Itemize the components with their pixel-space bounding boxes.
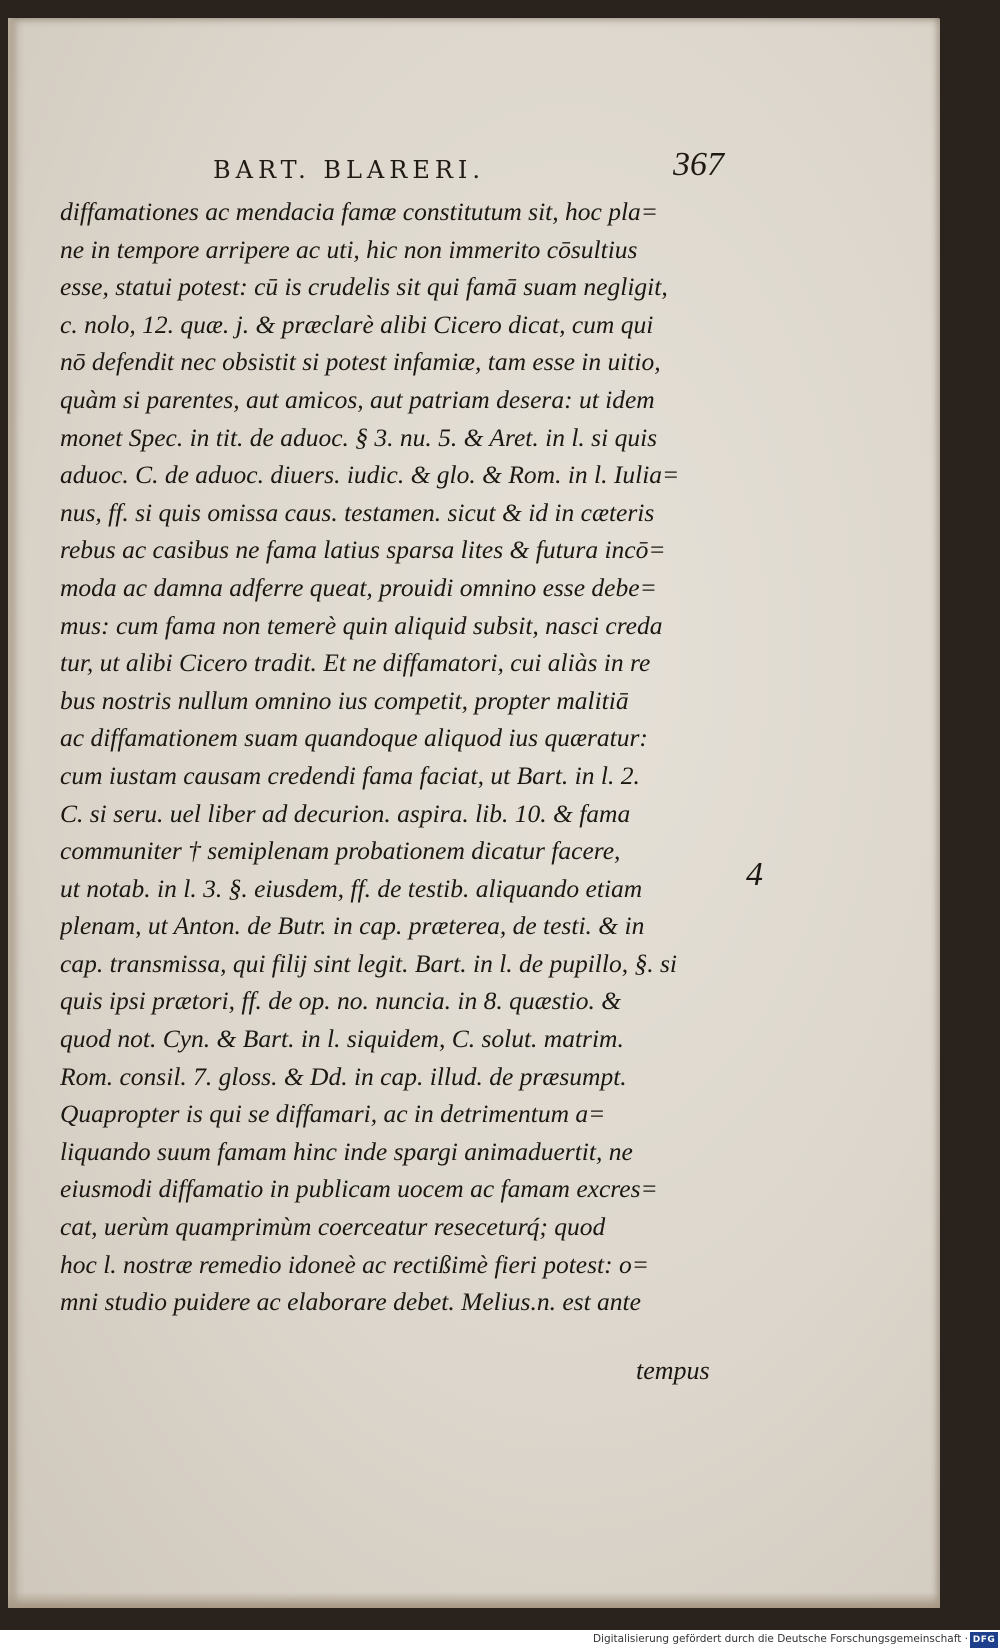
text-line: moda ac damna adferre queat, prouidi omnino esse debe=: [60, 572, 657, 602]
funding-credit: Digitalisierung gefördert durch die Deutsche Forschungsgemeinschaft ·: [592, 1633, 968, 1645]
text-line: liquando suum famam hinc inde spargi animaduertit, ne: [60, 1136, 633, 1166]
text-line: quod not. Cyn. & Bart. in l. siquidem, C. solut. matrim.: [60, 1024, 624, 1054]
text-line: c. nolo, 12. quæ. j. & præclarè alibi Cicero dicat, cum qui: [60, 309, 654, 339]
text-line: ut notab. in l. 3. §. eiusdem, ff. de testib. aliquando etiam: [60, 873, 643, 903]
catchword: tempus: [636, 1356, 710, 1385]
text-line: quis ipsi prætori, ff. de op. no. nuncia. in 8. quæstio. &: [60, 986, 622, 1016]
text-line: quàm si parentes, aut amicos, aut patriam desera: ut idem: [60, 384, 655, 414]
text-line: nus, ff. si quis omissa caus. testamen. sicut & id in cæteris: [60, 497, 655, 527]
text-line: cat, uerùm quamprimùm coerceatur reseceturq́; quod: [60, 1212, 606, 1242]
margin-note-number: 4: [746, 856, 763, 893]
text-line: tur, ut alibi Cicero tradit. Et ne diffamatori, cui aliàs in re: [60, 648, 651, 678]
text-line: nō defendit nec obsistit si potest infamiæ, tam esse in uitio,: [60, 347, 661, 377]
text-line: diffamationes ac mendacia famæ constitutum sit, hoc pla=: [60, 197, 658, 226]
running-head: BART. BLARERI.: [213, 156, 486, 184]
book-page: [8, 18, 940, 1608]
text-line: ac diffamationem suam quandoque aliquod ius quæratur:: [60, 723, 648, 753]
text-line: cum iustam causam credendi fama faciat, ut Bart. in l. 2.: [60, 760, 640, 790]
text-line: Rom. consil. 7. gloss. & Dd. in cap. illud. de præsumpt.: [60, 1061, 627, 1091]
page-number: 367: [673, 146, 724, 183]
text-line: rebus ac casibus ne fama latius sparsa lites & futura incō=: [60, 535, 666, 565]
text-line: C. si seru. uel liber ad decurion. aspira. lib. 10. & fama: [60, 798, 631, 828]
text-line: Quapropter is qui se diffamari, ac in detrimentum a=: [60, 1099, 606, 1129]
text-line: mus: cum fama non temerè quin aliquid subsit, nasci creda: [60, 610, 663, 640]
text-line: communiter † semiplenam probationem dicatur facere,: [60, 836, 621, 866]
text-line: aduoc. C. de aduoc. diuers. iudic. & glo. & Rom. in l. Iulia=: [60, 460, 680, 490]
text-line: bus nostris nullum omnino ius competit, propter malitiā: [60, 685, 629, 715]
page-gutter-shadow: [8, 18, 18, 1608]
text-line: ne in tempore arripere ac uti, hic non immerito cōsultius: [60, 234, 638, 264]
page-bottom-edge: [8, 1592, 940, 1608]
text-line: hoc l. nostræ remedio idoneè ac rectißimè fieri potest: o=: [60, 1249, 649, 1279]
text-line: eiusmodi diffamatio in publicam uocem ac famam excres=: [60, 1174, 658, 1204]
footer-bar: [0, 1630, 1000, 1652]
dfg-logo-icon: DFG: [970, 1632, 998, 1648]
text-line: cap. transmissa, qui filij sint legit. Bart. in l. de pupillo, §. si: [60, 948, 677, 978]
text-line: esse, statui potest: cū is crudelis sit qui famā suam negligit,: [60, 272, 668, 302]
text-line: plenam, ut Anton. de Butr. in cap. præterea, de testi. & in: [60, 911, 645, 941]
text-line: monet Spec. in tit. de aduoc. § 3. nu. 5. & Aret. in l. si quis: [60, 422, 658, 452]
text-line: mni studio puidere ac elaborare debet. Melius.n. est ante: [60, 1287, 641, 1317]
body-text: [60, 193, 740, 1321]
